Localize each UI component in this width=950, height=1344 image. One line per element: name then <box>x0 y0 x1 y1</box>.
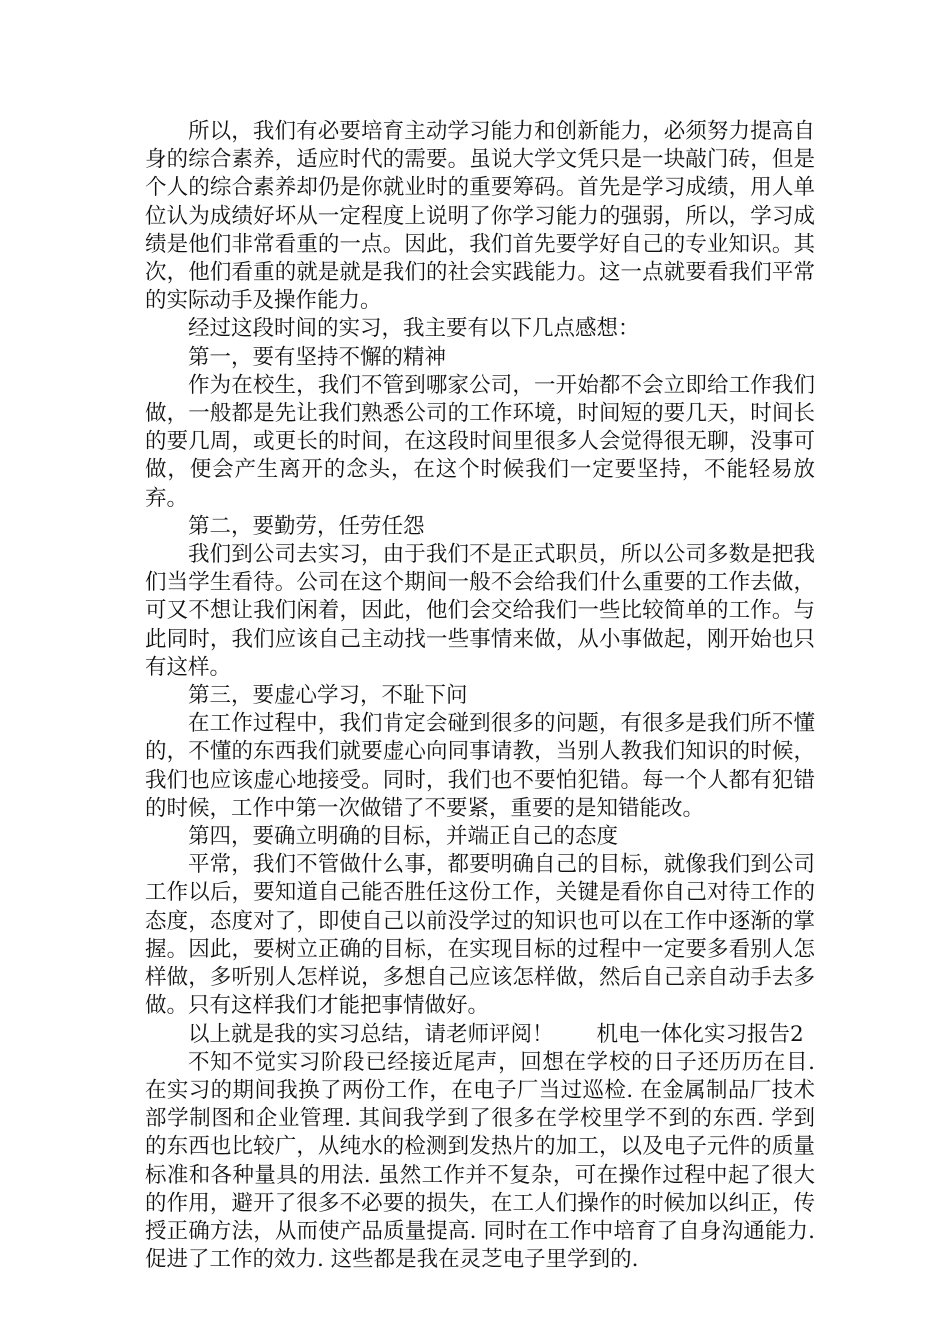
paragraph-thoughts-intro: 经过这段时间的实习，我主要有以下几点感想： <box>188 316 640 342</box>
paragraph-point-two: 我们到公司去实习，由于我们不是正式职员，所以公司多数是把我们当学生看待。公司在这个期间一般不会给我们什么重要的工作去做，可又不想让我们闲着，因此，他们会交给我们一些比较简单的工作。与此同时，我们应该自己主动找一些事情来做，从小事做起，刚开始也只有这样。 <box>145 542 815 680</box>
document-body <box>145 118 815 1274</box>
heading-point-four: 第四，要确立明确的目标，并端正自己的态度 <box>188 824 619 850</box>
paragraph-point-one: 作为在校生，我们不管到哪家公司，一开始都不会立即给工作我们做，一般都是先让我们熟悉公司的工作环境，时间短的要几天，时间长的要几周，或更长的时间，在这段时间里很多人会觉得很无聊，没事可做，便会产生离开的念头，在这个时候我们一定要坚持，不能轻易放弃。 <box>145 372 815 511</box>
paragraph-point-four: 平常，我们不管做什么事，都要明确自己的目标，就像我们到公司工作以后，要知道自己能否胜任这份工作，关键是看你自己对待工作的态度，态度对了，即使自己以前没学过的知识也可以在工作中逐渐的掌握。因此，要树立正确的目标，在实现目标的过程中一定要多看别人怎样做，多听别人怎样说，多想自己应该怎样做，然后自己亲自动手去多做。只有这样我们才能把事情做好。 <box>145 852 815 1019</box>
paragraph-comprehensive-quality: 所以，我们有必要培育主动学习能力和创新能力，必须努力提高自身的综合素养，适应时代的需要。虽说大学文凭只是一块敲门砖，但是个人的综合素养却仍是你就业时的重要筹码。首先是学习成绩，用人单位认为成绩好坏从一定程度上说明了你学习能力的强弱，所以，学习成绩是他们非常看重的一点。因此，我们首先要学好自己的专业知识。其次，他们看重的就是就是我们的社会实践能力。这一点就要看我们平常的实际动手及操作能力。 <box>145 119 815 314</box>
paragraph-point-three: 在工作过程中，我们肯定会碰到很多的问题，有很多是我们所不懂的，不懂的东西我们就要虚心向同事请教，当别人教我们知识的时候，我们也应该虚心地接受。同时，我们也不要怕犯错。每一个人都有犯错的时候，工作中第一次做错了不要紧，重要的是知错能改。 <box>145 711 815 821</box>
heading-point-three: 第三，要虚心学习，不耻下问 <box>188 683 468 709</box>
paragraph-closing-and-report-2-title: 以上就是我的实习总结，请老师评阅！ 机电一体化实习报告2 <box>188 1021 804 1047</box>
heading-point-two: 第二，要勤劳，任劳任怨 <box>188 513 425 539</box>
heading-point-one: 第一，要有坚持不懈的精神 <box>188 344 447 370</box>
paragraph-report-2-body: 不知不觉实习阶段已经接近尾声，回想在学校的日子还历历在目. 在实习的期间我换了两份工作，在电子厂当过巡检. 在金属制品厂技术部学制图和企业管理. 其间我学到了很多在学校里学不到的东西. 学到的东西也比较广，从纯水的检测到发热片的加工，以及电子元件的质量标准和各种量具的用法. 虽然工作并不复杂，可在操作过程中起了很大的作用，避开了很多不必要的损失，在工人们操作的时候加以纠正，传授正确方法，从而使产品质量提高. 同时在工作中培育了自身沟通能力. 促进了工作的效力. 这些都是我在灵芝电子里学到的. <box>145 1049 815 1273</box>
